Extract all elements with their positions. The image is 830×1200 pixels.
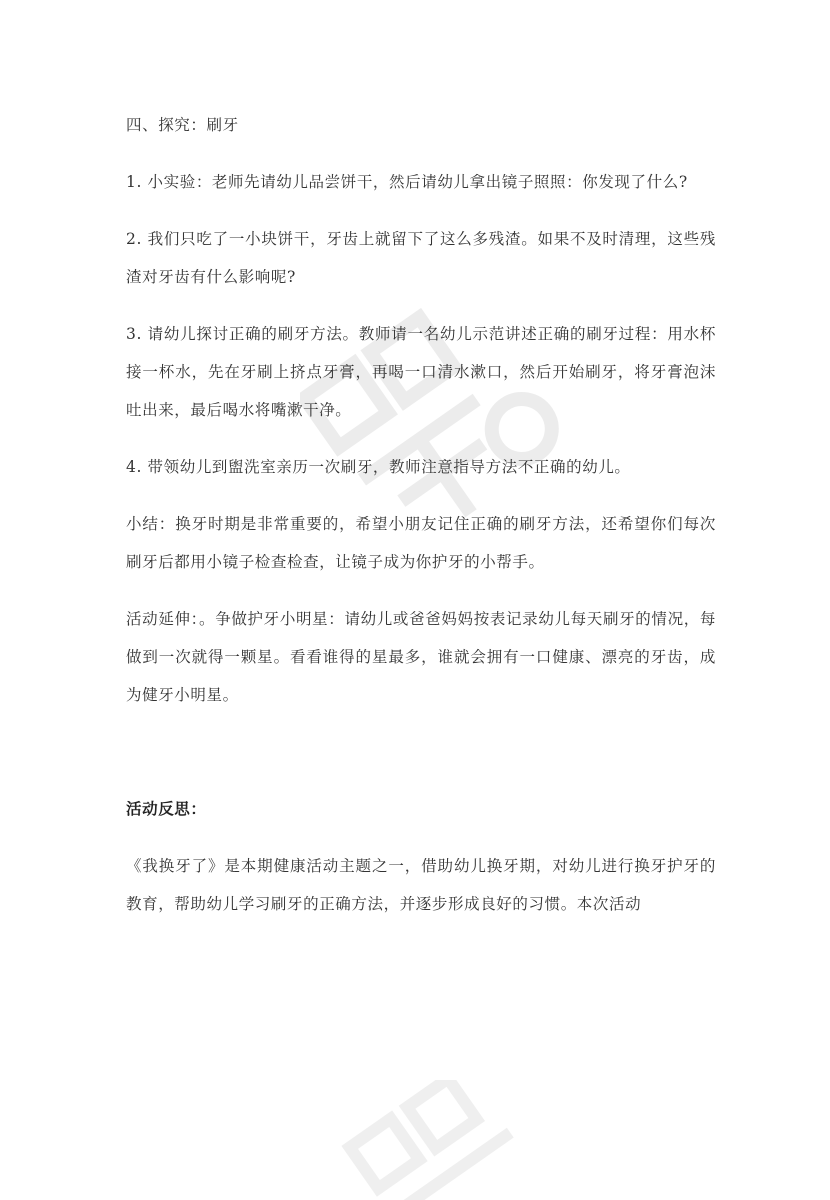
document-body bbox=[126, 106, 716, 923]
summary-paragraph: 小结：换牙时期是非常重要的，希望小朋友记住正确的刷牙方法，还希望你们每次刷牙后都用小镜子检查检查，让镜子成为你护牙的小帮手。 bbox=[126, 515, 716, 571]
watermark-bottom-icon bbox=[330, 1080, 530, 1200]
step-2: 2. 我们只吃了一小块饼干，牙齿上就留下了这么多残渣。如果不及时清理，这些残渣对牙齿有什么影响呢? bbox=[126, 230, 716, 286]
reflection-title: 活动反思： bbox=[126, 799, 207, 818]
section-title: 四、探究：刷牙 bbox=[126, 116, 239, 134]
step-4: 4. 带领幼儿到盥洗室亲历一次刷牙，教师注意指导方法不正确的幼儿。 bbox=[126, 458, 631, 476]
step-1: 1. 小实验：老师先请幼儿品尝饼干，然后请幼儿拿出镜子照照：你发现了什么? bbox=[126, 173, 688, 191]
reflection-paragraph: 《我换牙了》是本期健康活动主题之一，借助幼儿换牙期，对幼儿进行换牙护牙的教育，帮助幼儿学习刷牙的正确方法，并逐步形成良好的习惯。本次活动 bbox=[126, 857, 716, 913]
extension-paragraph: 活动延伸：。争做护牙小明星：请幼儿或爸爸妈妈按表记录幼儿每天刷牙的情况，每做到一次就得一颗星。看看谁得的星最多，谁就会拥有一口健康、漂亮的牙齿，成为健牙小明星。 bbox=[126, 610, 716, 704]
step-3: 3. 请幼儿探讨正确的刷牙方法。教师请一名幼儿示范讲述正确的刷牙过程：用水杯接一杯水，先在牙刷上挤点牙膏，再喝一口清水漱口，然后开始刷牙，将牙膏泡沫吐出来，最后喝水将嘴漱干净。 bbox=[126, 325, 716, 419]
